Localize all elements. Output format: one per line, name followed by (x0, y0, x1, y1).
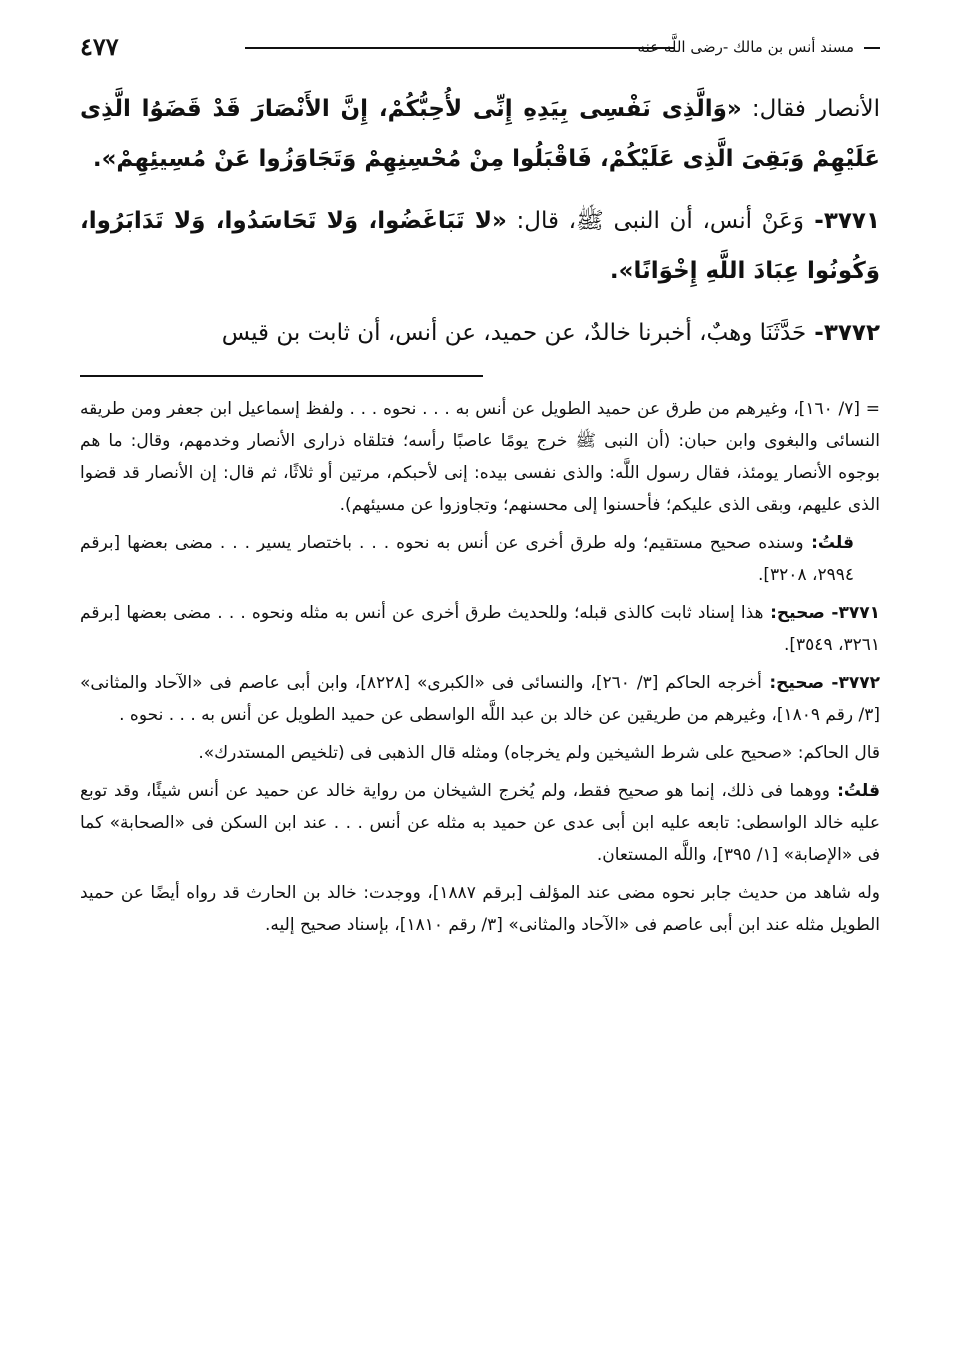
footnote-text: أخرجه الحاكم [٣/ ٢٦٠]، والنسائى فى «الكبرى» [٨٢٢٨]، وابن أبى عاصم فى «الآحاد والمثانى» [٣/ رقم ١٨٠٩]، وغيرهم من طريقين عن خالد بن عبد اللَّه الواسطى عن حميد الطويل عن أنس به . . . نحوه . (80, 673, 880, 725)
hadith-number: ٣٧٧١- (803, 208, 880, 234)
hadith-number: ٣٧٧٢- (806, 320, 880, 346)
hadith-continuation (80, 84, 880, 184)
page-number: ٤٧٧ (80, 32, 119, 61)
footnote-3771 (80, 597, 880, 661)
isnad-chain: حَدَّثَنَا وهبٌ، أخبرنا خالدٌ، عن حميد، عن أنس، أن ثابت بن قيس (221, 320, 807, 346)
hadith-3771 (80, 196, 880, 296)
footnote-remark (80, 527, 880, 591)
grade-label: ٣٧٧١- صحيح: (763, 603, 880, 623)
hadith-quote: «لا تَبَاغَضُوا، وَلا تَحَاسَدُوا، وَلا تَدَابَرُوا، وَكُونُوا عِبَادَ اللَّهِ إِخْوَانًا». (80, 208, 880, 284)
running-title: مسند أنس بن مالك -رضى اللَّه عنه- (632, 38, 854, 56)
remark-text: ووهما فى ذلك، إنما هو صحيح فقط، ولم يُخرج الشيخان من رواية خالد عن حميد عن أنس شيئًا، وقد توبع عليه خالد الواسطى: تابعه عليه ابن أبى عدى عن حميد به مثله عن أنس . . . عند ابن السكن فى «الصحابة» كما فى «الإصابة» [١/ ٣٩٥]، واللَّه المستعان. (80, 781, 880, 865)
hadith-quote: «وَالَّذِى نَفْسِى بِيَدِهِ إِنِّى لأُحِبُّكُمْ، إِنَّ الأَنْصَارَ قَدْ قَضَوُا الَّذِى عَلَيْهِمْ وَبَقِىَ الَّذِى عَلَيْكُمْ، فَاقْبَلُوا مِنْ مُحْسِنِهِمْ وَتَجَاوَزُوا عَنْ مُسِيئِهِمْ». (80, 96, 880, 172)
grade-label: ٣٧٧٢- صحيح: (761, 673, 880, 693)
header-rule-end (864, 47, 880, 49)
narration-lead: الأنصار فقال: (741, 96, 880, 122)
remark-text: وسنده صحيح مستقيم؛ وله طرق أخرى عن أنس به نحوه . . . باختصار يسير . . . مضى بعضها [برقم ٢٩٩٤، ٣٢٠٨]. (80, 533, 854, 585)
footnotes (80, 393, 880, 947)
remark-label: قلتُ: (803, 533, 854, 553)
footnote-witness: وله شاهد من حديث جابر نحوه مضى عند المؤلف [برقم ١٨٨٧]، ووجدت: خالد بن الحارث قد رواه أيضًا عن حميد الطويل مثله عند ابن أبى عاصم فى «الآحاد والمثانى» [٣/ رقم ١٨١٠]، بإسناد صحيح إليه. (80, 883, 880, 935)
footnote-continuation: = [٧/ ١٦٠]، وغيرهم من طرق عن حميد الطويل عن أنس به . . . نحوه . . . ولفظ إسماعيل ابن جعفر ومن طريقه النسائى والبغوى وابن حبان: (أن النبى ﷺ خرج يومًا عاصبًا رأسه؛ فتلقاه ذرارى الأنصار وخدمهم، وقال: ما هم بوجوه الأنصار يومئذ، فقال رسول اللَّه: والذى نفسى بيده: إنى لأحبكم، مرتين أو ثلاثًا، ثم قال: إن الأنصار قد قضوا الذى عليهم، وبقى الذى عليكم؛ فأحسنوا إلى محسنهم؛ وتجاوزوا عن مسيئهم). (80, 399, 880, 515)
footnote-text: هذا إسناد ثابت كالذى قبله؛ وللحديث طرق أخرى عن أنس به مثله ونحوه . . . مضى بعضها [برقم ٣٢٦١، ٣٥٤٩]. (80, 603, 880, 655)
footnote-divider (80, 375, 483, 377)
footnote-hakim-quote: قال الحاكم: «صحيح على شرط الشيخين ولم يخرجاه) ومثله قال الذهبى فى (تلخيص المستدرك». (198, 743, 880, 763)
header-rule (245, 47, 675, 49)
hadith-3772 (80, 308, 880, 358)
main-text (80, 84, 880, 370)
footnote-3772 (80, 667, 880, 731)
footnote-remark (80, 775, 880, 871)
isnad-chain: وَعَنْ أنس، أن النبى ﷺ، قال: (506, 208, 804, 234)
remark-label: قلتُ: (829, 781, 880, 801)
page-header (80, 32, 880, 64)
